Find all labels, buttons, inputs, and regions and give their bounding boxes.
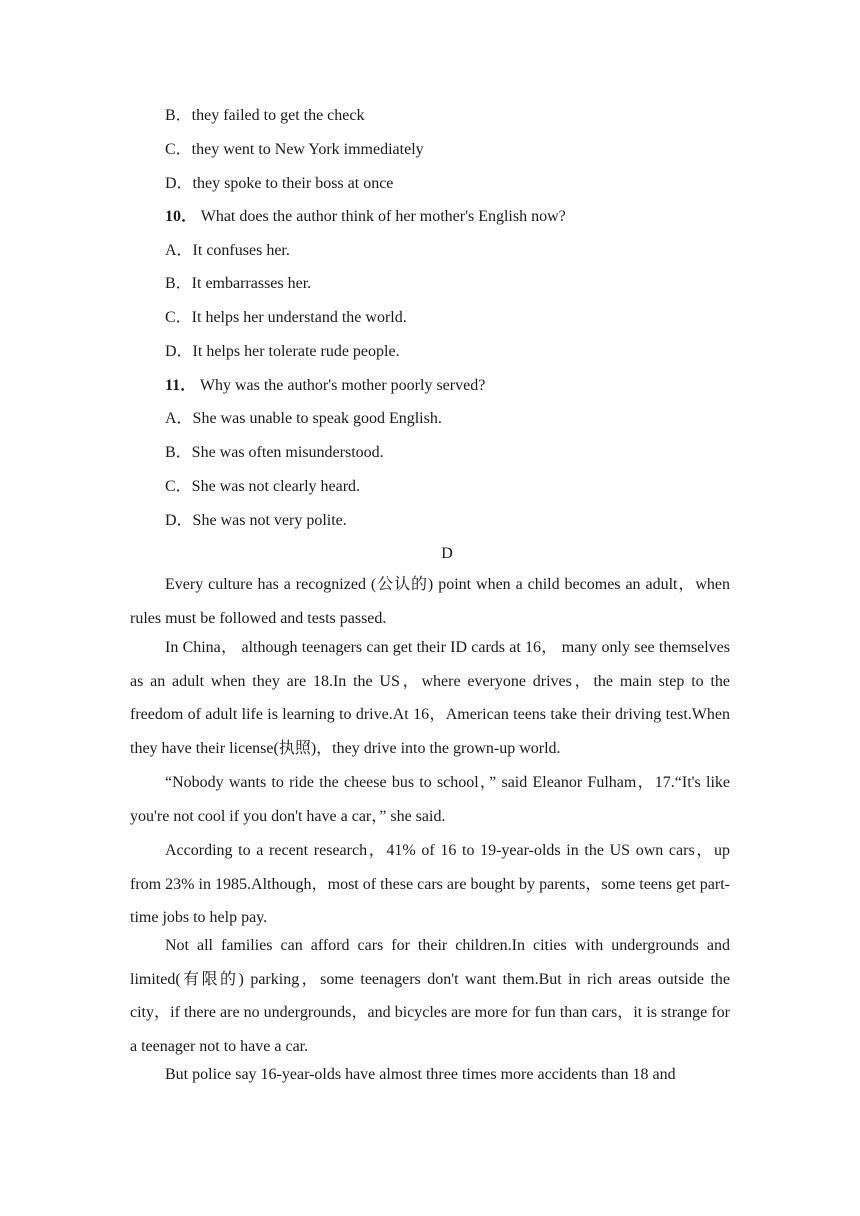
q10-option-b: B．It embarrasses her. (165, 275, 312, 292)
q11-option-c: C．She was not clearly heard. (165, 478, 361, 495)
option-d-prev: D．they spoke to their boss at once (165, 175, 394, 192)
passage-paragraph-2: In China， although teenagers can get their ID cards at 16， many only see themselves as an adult when they are 18.In the US，where everyone drives，the main step to the freedom of adult life is learning to drive.At 16，American teens take their driving test.When they have their license(执照)，they drive into the grown-up world. (130, 639, 730, 757)
q11-option-b: B．She was often misunderstood. (165, 444, 384, 461)
q11-option-a: A．She was unable to speak good English. (165, 410, 442, 427)
passage-paragraph-6: But police say 16-year-olds have almost three times more accidents than 18 and (165, 1066, 676, 1083)
passage-paragraph-5: Not all families can afford cars for their children.In cities with undergrounds and limited(有限的) parking，some teenagers don't want them.But in rich areas outside the city，if there are no undergrounds，and bicycles are more for fun than cars，it is strange for a teenager not to have a car. (130, 937, 730, 1055)
q10-option-a: A．It confuses her. (165, 242, 290, 259)
passage-paragraph-1: Every culture has a recognized (公认的) point when a child becomes an adult，when rules must be followed and tests passed. (130, 576, 730, 627)
passage-paragraph-4: According to a recent research，41% of 16 to 19-year-olds in the US own cars，up from 23% in 1985.Although，most of these cars are bought by parents，some teens get part-time jobs to help pay. (130, 842, 730, 927)
option-c-prev: C．they went to New York immediately (165, 141, 424, 158)
question-11 (165, 376, 485, 396)
section-label: D (441, 545, 453, 562)
question-10 (165, 207, 566, 227)
question-number: 10． (165, 208, 198, 225)
q11-option-d: D．She was not very polite. (165, 512, 347, 529)
passage-paragraph-3: “Nobody wants to ride the cheese bus to school，” said Eleanor Fulham，17.“It's like you're not cool if you don't have a car，” she said. (130, 774, 730, 825)
question-text: What does the author think of her mother's English now? (197, 208, 566, 225)
q10-option-d: D．It helps her tolerate rude people. (165, 343, 400, 360)
option-b-prev: B．they failed to get the check (165, 107, 365, 124)
question-text: Why was the author's mother poorly served? (196, 377, 486, 394)
question-number: 11． (165, 377, 197, 394)
q10-option-c: C．It helps her understand the world. (165, 309, 407, 326)
